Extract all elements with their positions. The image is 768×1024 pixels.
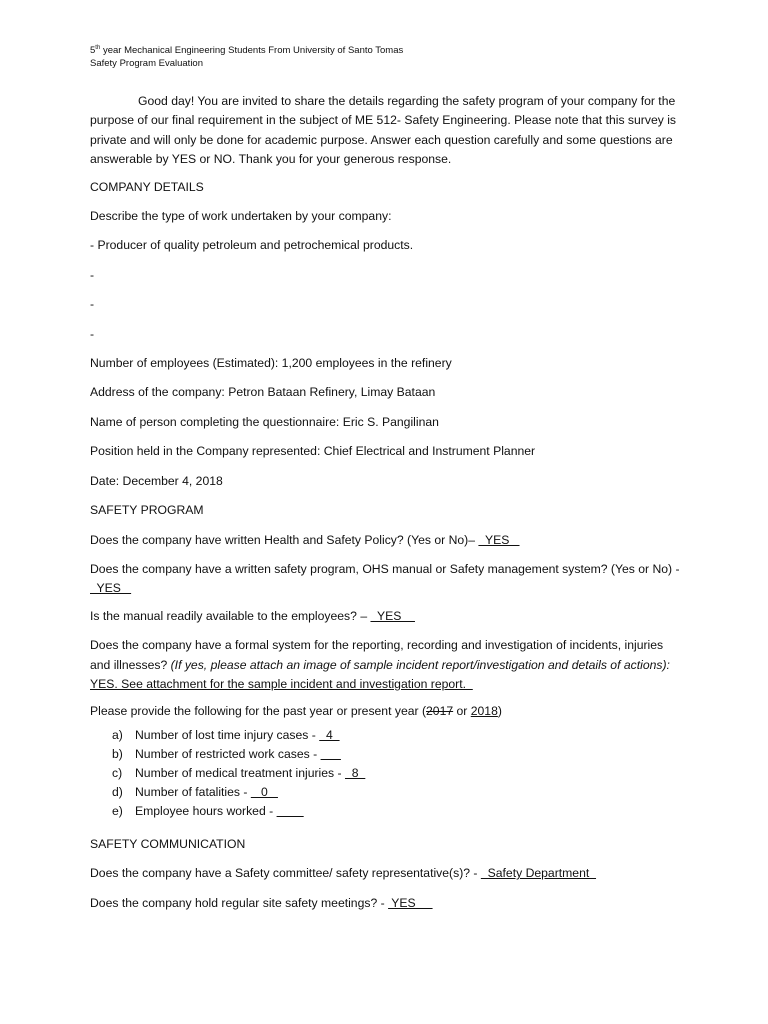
reporting-question: Does the company have a formal system for the reporting, recording and investigation of incidents, injuries and illnesses? (If yes, please attach an image of sample incident report/investigation and details of actions): YES. See attachment for the sample incident and investigation report. [90, 638, 670, 691]
incident-stats-list [90, 726, 680, 821]
policy-question: Does the company have written Health and Safety Policy? (Yes or No)– YES [90, 532, 520, 547]
list-item: b) Number of restricted work cases - [112, 746, 321, 761]
meetings-question: Does the company hold regular site safety meetings? - YES [90, 895, 433, 910]
list-item: d) Number of fatalities - 0 [112, 784, 278, 799]
header-line-2: Safety Program Evaluation [90, 58, 204, 69]
intro-paragraph: Good day! You are invited to share the details regarding the safety program of your company for the purpose of our final requirement in the subject of ME 512- Safety Engineering. Please note that this survey is private and will only be done for academic purpose. Answer each question carefully and some questions are answerable by YES or NO. Thank you for your generous response. [90, 94, 677, 167]
program-question: Does the company have a written safety program, OHS manual or Safety management system? (Yes or No) - YES [90, 561, 680, 596]
date-line: Date: December 4, 2018 [90, 473, 223, 488]
work-item: - [90, 267, 95, 282]
person-line: Name of person completing the questionnaire: Eric S. Pangilinan [90, 414, 439, 429]
document-header [90, 44, 403, 70]
year-option-selected: 2018 [470, 704, 498, 719]
year-option-struck: 2017 [426, 704, 454, 719]
safety-program-heading: SAFETY PROGRAM [90, 503, 204, 518]
manual-question: Is the manual readily available to the employees? – YES [90, 608, 415, 623]
safety-communication-heading: SAFETY COMMUNICATION [90, 836, 246, 851]
list-item: c) Number of medical treatment injuries - 8 [112, 765, 366, 780]
work-question: Describe the type of work undertaken by your company: [90, 209, 392, 224]
document-body [90, 92, 680, 923]
committee-question: Does the company have a Safety committee/ safety representative(s)? - Safety Department [90, 866, 597, 881]
reporting-answer: YES. See attachment for the sample incident and investigation report. [90, 676, 473, 691]
company-details-heading: COMPANY DETAILS [90, 179, 204, 194]
work-item: - [90, 297, 95, 312]
list-item: a) Number of lost time injury cases - 4 [112, 727, 340, 742]
address-line: Address of the company: Petron Bataan Refinery, Limay Bataan [90, 385, 436, 400]
header-line-1: 5th year Mechanical Engineering Students From University of Santo Tomas [90, 44, 404, 56]
program-answer: YES [90, 581, 132, 596]
policy-answer: YES [478, 532, 520, 547]
list-item: e) Employee hours worked - [112, 803, 277, 818]
employees-line: Number of employees (Estimated): 1,200 employees in the refinery [90, 356, 452, 371]
position-line: Position held in the Company represented: Chief Electrical and Instrument Planner [90, 444, 536, 459]
work-item: - [90, 326, 95, 341]
work-item: - Producer of quality petroleum and petrochemical products. [90, 238, 414, 253]
manual-answer: YES [370, 608, 415, 623]
committee-answer: Safety Department [480, 866, 597, 881]
meetings-answer: YES [388, 895, 433, 910]
period-question: Please provide the following for the past year or present year (2017 or 2018) [90, 704, 502, 719]
reporting-note: (If yes, please attach an image of sample incident report/investigation and details of actions): [170, 657, 670, 672]
